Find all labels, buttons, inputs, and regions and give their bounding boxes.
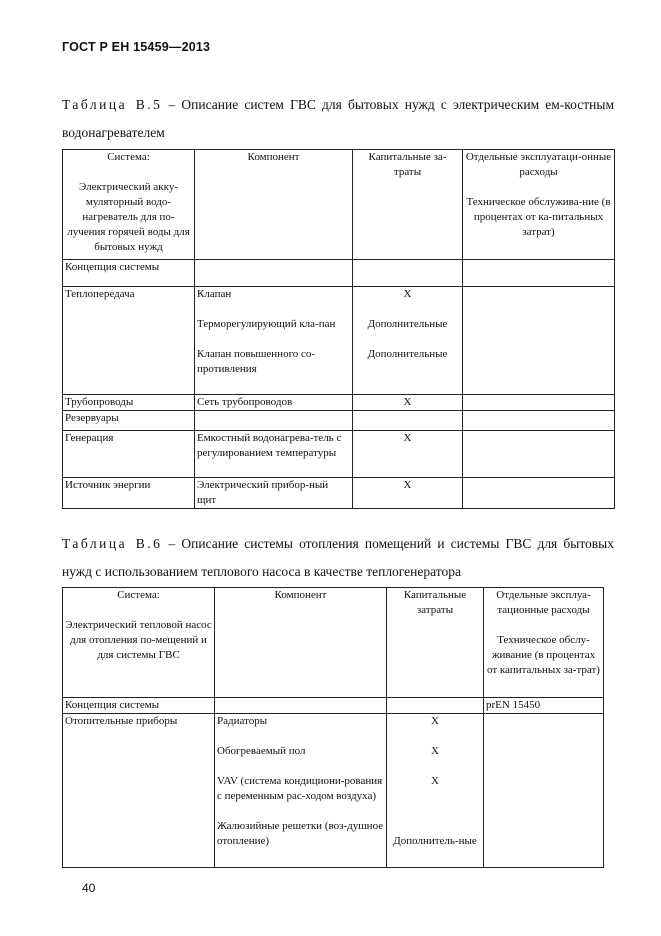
table-row: [63, 478, 615, 509]
row-operating-cell: [484, 714, 604, 868]
header-system-label: Система:: [107, 151, 150, 163]
page-number: 40: [82, 881, 96, 895]
table-row: [63, 287, 615, 395]
capital-value: Дополнитель-ные: [393, 835, 477, 847]
row-system-cell: Трубопроводы: [63, 395, 195, 411]
header-operating-label: Отдельные эксплуа-тационные расходы: [496, 589, 591, 616]
row-system-cell: Источник энергии: [63, 478, 195, 509]
table-5-title: – Описание систем ГВС для бытовых нужд с электрическим ем-костным водонагревателем: [62, 97, 614, 140]
row-capital-cell: [353, 411, 463, 431]
row-component-cell: Электрический прибор-ный щит: [195, 478, 353, 509]
row-capital-cell: [353, 287, 463, 395]
capital-value: X: [431, 715, 439, 727]
table-5-label: Таблица В.5: [62, 97, 163, 112]
row-operating-cell: [463, 478, 615, 509]
header-cell-component: Компонент: [195, 150, 353, 260]
document-header: ГОСТ Р ЕН 15459—2013: [62, 40, 211, 54]
table-6-title: – Описание системы отопления помещений и системы ГВС для бытовых нужд с использованием теплового насоса в качестве теплогенератора: [62, 536, 614, 579]
table-5-caption: [62, 91, 614, 147]
row-capital-cell: X: [353, 431, 463, 478]
row-operating-cell: [463, 260, 615, 287]
row-system-cell: Генерация: [63, 431, 195, 478]
header-cell-component: Компонент: [215, 588, 387, 698]
table-row: [63, 395, 615, 411]
row-operating-cell: prEN 15450: [484, 698, 604, 714]
table-6-caption: [62, 530, 614, 586]
table-row: [63, 411, 615, 431]
capital-value: X: [431, 745, 439, 757]
row-system-cell: Резервуары: [63, 411, 195, 431]
component-item: Обогреваемый пол: [217, 745, 306, 757]
component-item: VAV (система кондициони-рования с переменным рас-ходом воздуха): [217, 775, 383, 802]
header-cell-capital-costs: Капитальные за-траты: [353, 150, 463, 260]
table-row: [63, 714, 604, 868]
row-component-cell: Емкостный водонагрева-тель с регулированием температуры: [195, 431, 353, 478]
header-cell-system: [63, 150, 195, 260]
header-cell-capital-costs: Капитальные затраты: [387, 588, 484, 698]
row-capital-cell: [353, 260, 463, 287]
row-component-cell: [195, 411, 353, 431]
capital-value: X: [431, 775, 439, 787]
capital-value: Дополнительные: [367, 318, 448, 330]
row-component-cell: [195, 260, 353, 287]
table-row: [63, 698, 604, 714]
row-component-cell: [195, 287, 353, 395]
row-capital-cell: X: [353, 395, 463, 411]
component-item: Радиаторы: [217, 715, 268, 727]
row-capital-cell: [387, 714, 484, 868]
capital-value: Дополнительные: [367, 348, 448, 360]
row-operating-cell: [463, 395, 615, 411]
row-system-cell: Отопительные приборы: [63, 714, 215, 868]
table-header-row: [63, 150, 615, 260]
table-row: [63, 260, 615, 287]
component-item: Клапан: [197, 288, 232, 300]
component-item: Клапан повышенного со-противления: [197, 348, 316, 375]
row-system-cell: Теплопередача: [63, 287, 195, 395]
capital-value: X: [403, 288, 412, 300]
table-5: [62, 149, 615, 509]
header-system-description: Электрический тепловой насос для отопления по-мещений и для системы ГВС: [65, 619, 212, 661]
row-operating-cell: [463, 431, 615, 478]
row-component-cell: Сеть трубопроводов: [195, 395, 353, 411]
header-operating-description: Техническое обслужива-ние (в процентах от ка-питальных затрат): [466, 196, 611, 238]
component-item: Жалюзийные решетки (воз-душное отопление): [217, 820, 384, 847]
row-system-cell: Концепция системы: [63, 260, 195, 287]
header-system-label: Система:: [117, 589, 160, 601]
row-system-cell: Концепция системы: [63, 698, 215, 714]
table-header-row: [63, 588, 604, 698]
header-system-description: Электрический акку-муляторный водо-нагреватель для по-лучения горячей воды для бытовых нужд: [67, 181, 190, 253]
row-capital-cell: [387, 698, 484, 714]
row-capital-cell: X: [353, 478, 463, 509]
table-6: [62, 587, 604, 868]
header-cell-operating-costs: [463, 150, 615, 260]
component-item: Терморегулирующий кла-пан: [197, 318, 336, 330]
table-row: [63, 431, 615, 478]
header-cell-system: [63, 588, 215, 698]
row-operating-cell: [463, 287, 615, 395]
row-operating-cell: [463, 411, 615, 431]
row-component-cell: [215, 714, 387, 868]
row-component-cell: [215, 698, 387, 714]
header-cell-operating-costs: [484, 588, 604, 698]
header-operating-label: Отдельные эксплуатаци-онные расходы: [465, 151, 612, 178]
header-operating-description: Техническое обслу-живание (в процентах от капитальных за-трат): [487, 634, 600, 676]
table-6-label: Таблица В.6: [62, 536, 163, 551]
